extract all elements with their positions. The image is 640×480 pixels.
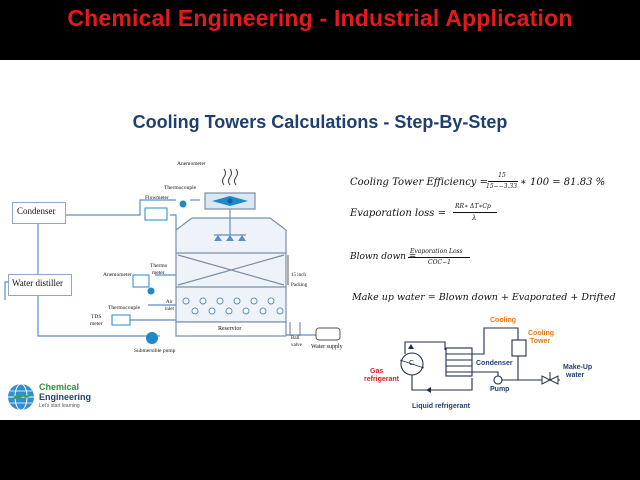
logo-line2: Engineering	[39, 392, 92, 402]
makeup-water-label-1: Make-Up	[563, 364, 593, 371]
pump-label: Pump	[490, 386, 510, 393]
flowmeter-label: Flowmeter	[145, 195, 169, 201]
ball-valve-label-2: valve	[291, 343, 302, 348]
channel-logo	[4, 378, 104, 416]
air-inlet-label-1: Air	[166, 300, 173, 305]
packing-label-2: Packing	[291, 283, 308, 288]
compressor-label: C	[409, 360, 415, 367]
anemometer-top-label: Anemometer	[177, 161, 206, 167]
evaporation-eq-denominator: λ	[472, 214, 477, 222]
cooling-label: Cooling	[490, 317, 517, 324]
submersible-pump-label: Submersible pump	[134, 348, 176, 354]
thermocouple-low-label: Thermocouple	[108, 305, 141, 311]
tds-meter-label-2: meter	[90, 321, 103, 327]
blowdown-eq-numerator: Evaporation Loss	[410, 248, 463, 255]
blowdown-eq-lhs: Blown down =	[350, 252, 417, 262]
main-title: Chemical Engineering - Industrial Application	[67, 5, 573, 31]
thermocouple-top-label: Thermocouple	[164, 185, 197, 191]
cooling-tower-label-1: Cooling	[528, 330, 555, 337]
liquid-refrigerant-label: Liquid refrigerant	[412, 403, 470, 410]
gas-refrigerant-label-2: refrigerant	[364, 376, 400, 383]
gas-refrigerant-label-1: Gas	[370, 368, 384, 375]
efficiency-eq-denominator: 15−−3.33	[486, 183, 518, 190]
condenser-schematic-label: Condenser	[476, 360, 513, 367]
ball-valve-label-1: Ball	[291, 336, 300, 341]
pump-schematic-icon	[494, 376, 502, 384]
efficiency-eq-lhs: Cooling Tower Efficiency =	[350, 177, 489, 188]
makeup-valve-icon	[542, 372, 558, 384]
thermometer-label-1: Thermo	[150, 263, 168, 269]
refrigeration-schematic	[0, 60, 640, 420]
blowdown-eq-denominator: COC−1	[428, 259, 451, 266]
water-supply-label: Water supply	[311, 344, 343, 350]
efficiency-eq-rhs: ∗ 100 = 81.83 %	[520, 177, 606, 188]
cooling-tower-label-2: Tower	[530, 338, 551, 345]
packing-label-1: 15 inch	[291, 273, 306, 278]
makeup-water-label-2: water	[566, 372, 585, 379]
makeup-eq: Make up water = Blown down + Evaporated + Drifted	[352, 292, 616, 303]
evaporation-eq-lhs: Evaporation loss =	[350, 208, 446, 219]
content-panel	[0, 60, 640, 420]
globe-icon	[6, 382, 36, 412]
reservoir-label: Reservior	[218, 326, 242, 332]
efficiency-eq-numerator: 15	[498, 172, 506, 179]
air-inlet-label-2: inlet	[165, 307, 174, 312]
evaporation-eq-numerator: RR∗ ΔT∗Cp	[455, 203, 491, 210]
water-distiller-label: Water distiller	[12, 278, 64, 288]
logo-line1: Chemical	[39, 382, 80, 392]
tds-meter-label-1: TDS	[91, 314, 102, 320]
condenser-label: Condenser	[17, 206, 56, 216]
logo-tagline: Let's start learning	[39, 403, 80, 409]
sub-title: Cooling Towers Calculations - Step-By-Step	[132, 112, 508, 132]
anemometer-side-label: Anemometer	[103, 272, 132, 278]
thermometer-label-2: meter	[152, 270, 165, 276]
